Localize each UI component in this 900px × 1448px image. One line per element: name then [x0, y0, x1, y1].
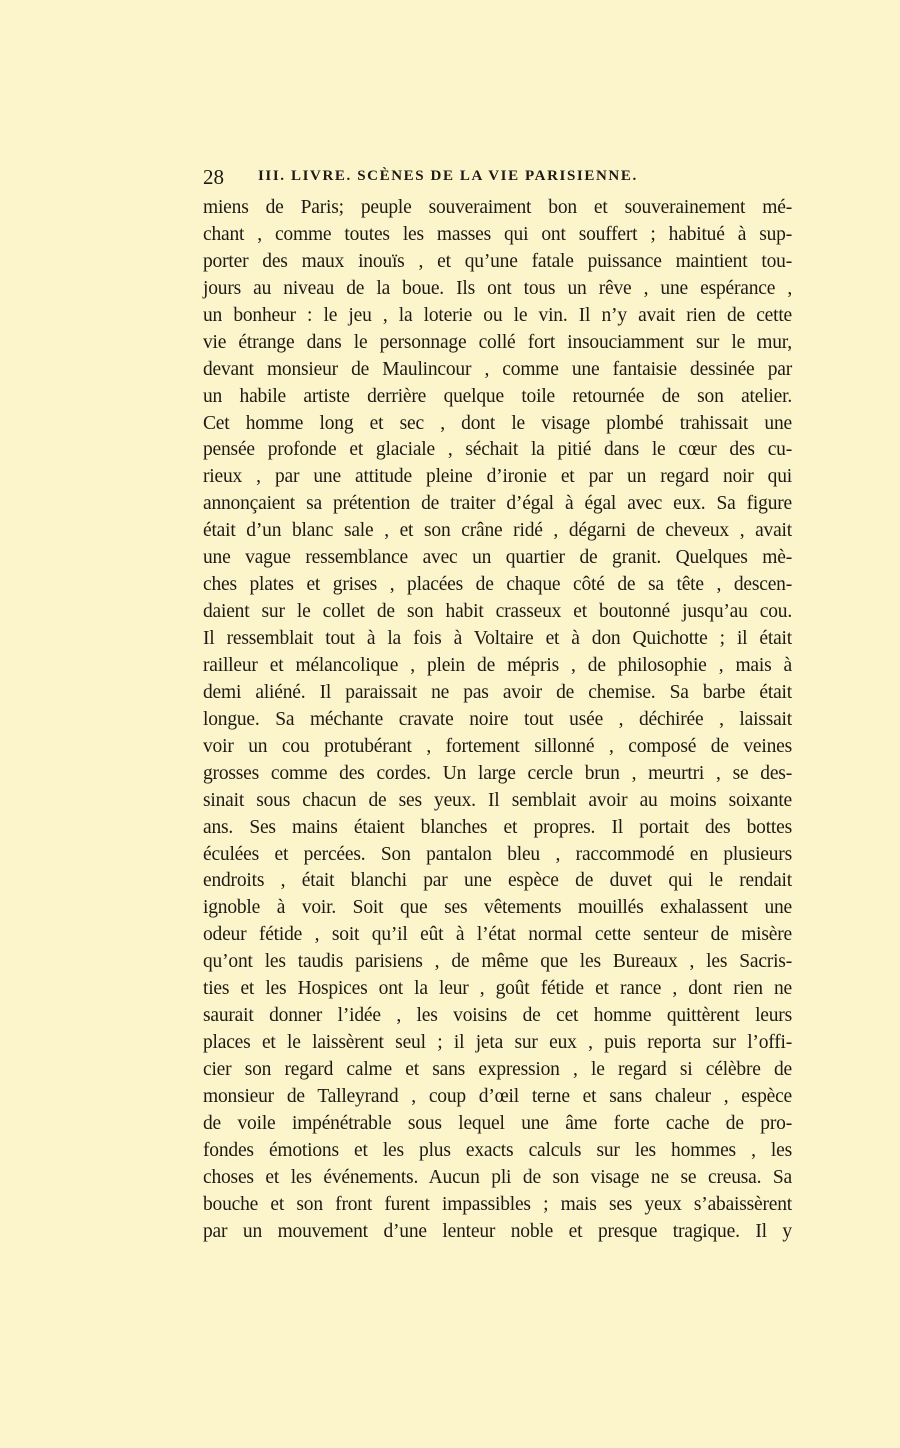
text-line: vie étrange dans le personnage collé fort insouciamment sur le mur,	[203, 331, 792, 353]
text-line: longue. Sa méchante cravate noire tout usée , déchirée , laissait	[203, 708, 792, 730]
text-line: un bonheur : le jeu , la loterie ou le vin. Il n’y avait rien de cette	[203, 304, 792, 326]
text-line: daient sur le collet de son habit crasseux et boutonné jusqu’au cou.	[203, 601, 792, 623]
text-line: rieux , par une attitude pleine d’ironie et par un regard noir qui	[203, 466, 792, 488]
text-line: ches plates et grises , placées de chaque côté de sa tête , descen-	[203, 574, 792, 596]
text-line: places et le laissèrent seul ; il jeta sur eux , puis reporta sur l’offi-	[203, 1032, 792, 1054]
text-line: porter des maux inouïs , et qu’une fatale puissance maintient tou-	[203, 250, 792, 272]
text-line: railleur et mélancolique , plein de mépris , de philosophie , mais à	[203, 654, 792, 676]
text-line: odeur fétide , soit qu’il eût à l’état normal cette senteur de misère	[203, 924, 792, 946]
page-number: 28	[203, 165, 224, 189]
text-line: était d’un blanc sale , et son crâne ridé , dégarni de cheveux , avait	[203, 520, 792, 542]
text-line: ties et les Hospices ont la leur , goût fétide et rance , dont rien ne	[203, 978, 792, 1000]
text-line: voir un cou protubérant , fortement sillonné , composé de veines	[203, 735, 792, 757]
text-line: chant , comme toutes les masses qui ont souffert ; habitué à sup-	[203, 223, 792, 245]
text-line: demi aliéné. Il paraissait ne pas avoir de chemise. Sa barbe était	[203, 681, 792, 703]
text-line: cier son regard calme et sans expression , le regard si célèbre de	[203, 1059, 792, 1080]
text-line: endroits , était blanchi par une espèce de duvet qui le rendait	[203, 870, 792, 892]
text-line: pensée profonde et glaciale , séchait la pitié dans le cœur des cu-	[203, 439, 792, 461]
text-line: Il ressemblait tout à la fois à Voltaire et à don Quichotte ; il était	[203, 628, 792, 649]
text-line: sinait sous chacun de ses yeux. Il semblait avoir au moins soixante	[203, 789, 792, 811]
text-line: monsieur de Talleyrand , coup d’œil terne et sans chaleur , espèce	[203, 1085, 792, 1107]
text-line: qu’ont les taudis parisiens , de même que les Bureaux , les Sacris-	[203, 951, 792, 973]
text-line: ignoble à voir. Soit que ses vêtements mouillés exhalassent une	[203, 897, 792, 919]
text-line: grosses comme des cordes. Un large cercle brun , meurtri , se des-	[203, 762, 792, 784]
page-header	[203, 165, 723, 191]
text-line: ans. Ses mains étaient blanches et propres. Il portait des bottes	[203, 816, 792, 838]
text-line: par un mouvement d’une lenteur noble et presque tragique. Il y	[203, 1220, 792, 1242]
text-line: saurait donner l’idée , les voisins de cet homme quittèrent leurs	[203, 1005, 792, 1027]
text-line: une vague ressemblance avec un quartier de granit. Quelques mè-	[203, 547, 792, 569]
text-line: Cet homme long et sec , dont le visage plombé trahissait une	[203, 412, 792, 434]
text-line: de voile impénétrable sous lequel une âme forte cache de pro-	[203, 1112, 792, 1134]
text-line: choses et les événements. Aucun pli de son visage ne se creusa. Sa	[203, 1166, 792, 1188]
text-line: devant monsieur de Maulincour , comme une fantaisie dessinée par	[203, 358, 792, 380]
text-line: fondes émotions et les plus exacts calculs sur les hommes , les	[203, 1139, 792, 1161]
body-text	[203, 195, 792, 1246]
text-line: annonçaient sa prétention de traiter d’égal à égal avec eux. Sa figure	[203, 493, 792, 515]
text-line: éculées et percées. Son pantalon bleu , raccommodé en plusieurs	[203, 843, 792, 865]
text-line: un habile artiste derrière quelque toile retournée de son atelier.	[203, 385, 792, 407]
text-line: bouche et son front furent impassibles ; mais ses yeux s’abaissèrent	[203, 1193, 792, 1215]
text-line: jours au niveau de la boue. Ils ont tous un rêve , une espérance ,	[203, 277, 792, 299]
running-title: III. LIVRE. SCÈNES DE LA VIE PARISIENNE.	[258, 168, 638, 184]
text-line: miens de Paris; peuple souveraiment bon et souverainement mé-	[203, 197, 792, 218]
